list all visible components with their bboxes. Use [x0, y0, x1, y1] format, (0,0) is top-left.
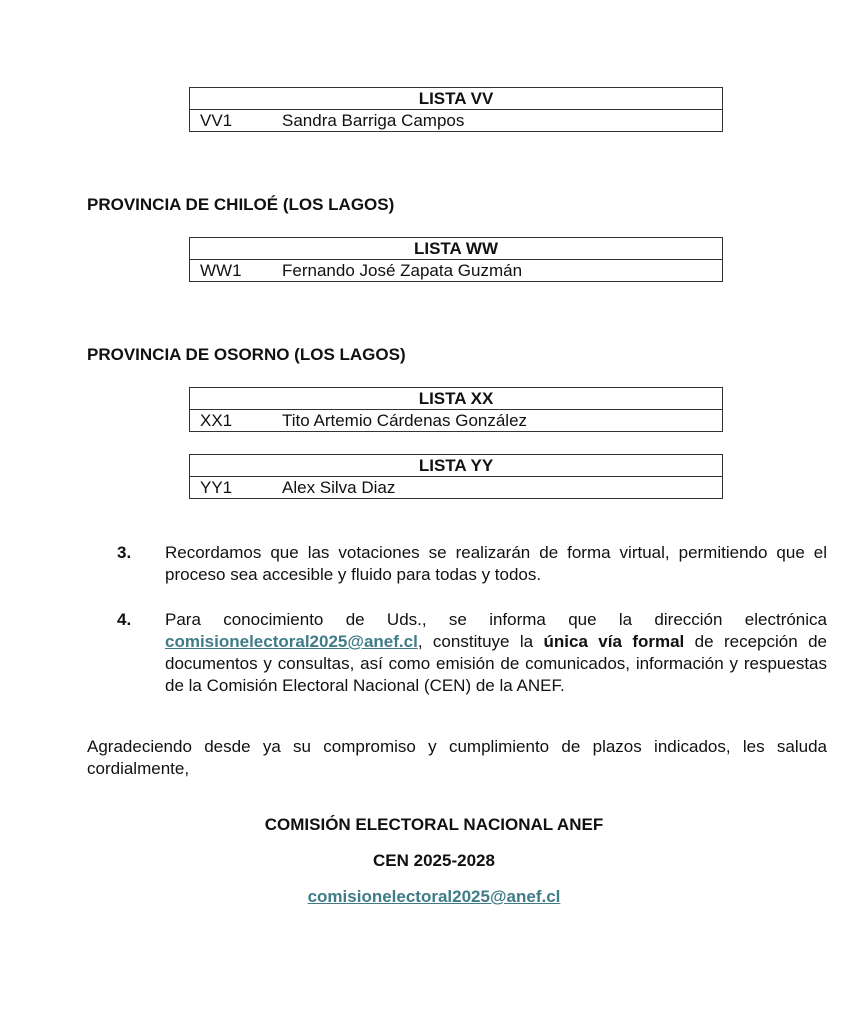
signature-email-wrapper	[0, 886, 868, 908]
item-text-after: de recepción de documentos y consultas, así como emisión de comunicados, información y respuestas de la Comisión Electoral Nacional (CEN) de la ANEF.	[165, 632, 827, 695]
signature-org: COMISIÓN ELECTORAL NACIONAL ANEF	[264, 815, 604, 834]
candidate-code: YY1	[200, 478, 233, 497]
province-chiloe-heading: PROVINCIA DE CHILOÉ (LOS LAGOS)	[87, 195, 395, 214]
lista-xx-table	[189, 387, 723, 432]
candidate-code: XX1	[200, 411, 233, 430]
candidate-name: Fernando José Zapata Guzmán	[282, 261, 523, 280]
candidate-row	[190, 410, 722, 431]
candidate-row	[190, 260, 722, 281]
item-3	[117, 542, 827, 586]
candidate-row	[190, 477, 722, 498]
item-text-before: Para conocimiento de Uds., se informa que la dirección electrónica	[165, 610, 827, 629]
item-bold-text: única vía formal	[543, 632, 685, 651]
province-osorno-heading: PROVINCIA DE OSORNO (LOS LAGOS)	[87, 345, 406, 364]
email-link[interactable]: comisionelectoral2025@anef.cl	[165, 632, 418, 651]
signature-period: CEN 2025-2028	[373, 851, 495, 870]
lista-ww-table	[189, 237, 723, 282]
lista-title: LISTA WW	[190, 238, 722, 260]
lista-vv-table	[189, 87, 723, 132]
signature-email-link[interactable]: comisionelectoral2025@anef.cl	[307, 887, 561, 906]
item-number: 3.	[117, 543, 132, 562]
candidate-name: Sandra Barriga Campos	[282, 111, 465, 130]
lista-title: LISTA XX	[190, 388, 722, 410]
candidate-code: WW1	[200, 261, 242, 280]
item-text: Recordamos que las votaciones se realizarán de forma virtual, permitiendo que el proceso sea accesible y fluido para todas y todos.	[165, 543, 827, 584]
item-text-middle: , constituye la	[417, 632, 544, 651]
candidate-name: Alex Silva Diaz	[282, 478, 396, 497]
lista-title: LISTA VV	[190, 88, 722, 110]
lista-yy-table	[189, 454, 723, 499]
candidate-code: VV1	[200, 111, 233, 130]
closing-paragraph: Agradeciendo desde ya su compromiso y cumplimiento de plazos indicados, les saluda cordialmente,	[87, 737, 827, 778]
candidate-name: Tito Artemio Cárdenas González	[282, 411, 528, 430]
item-text	[165, 609, 827, 697]
candidate-row	[190, 110, 722, 131]
item-number: 4.	[117, 610, 132, 629]
item-4	[117, 609, 827, 697]
lista-title: LISTA YY	[190, 455, 722, 477]
